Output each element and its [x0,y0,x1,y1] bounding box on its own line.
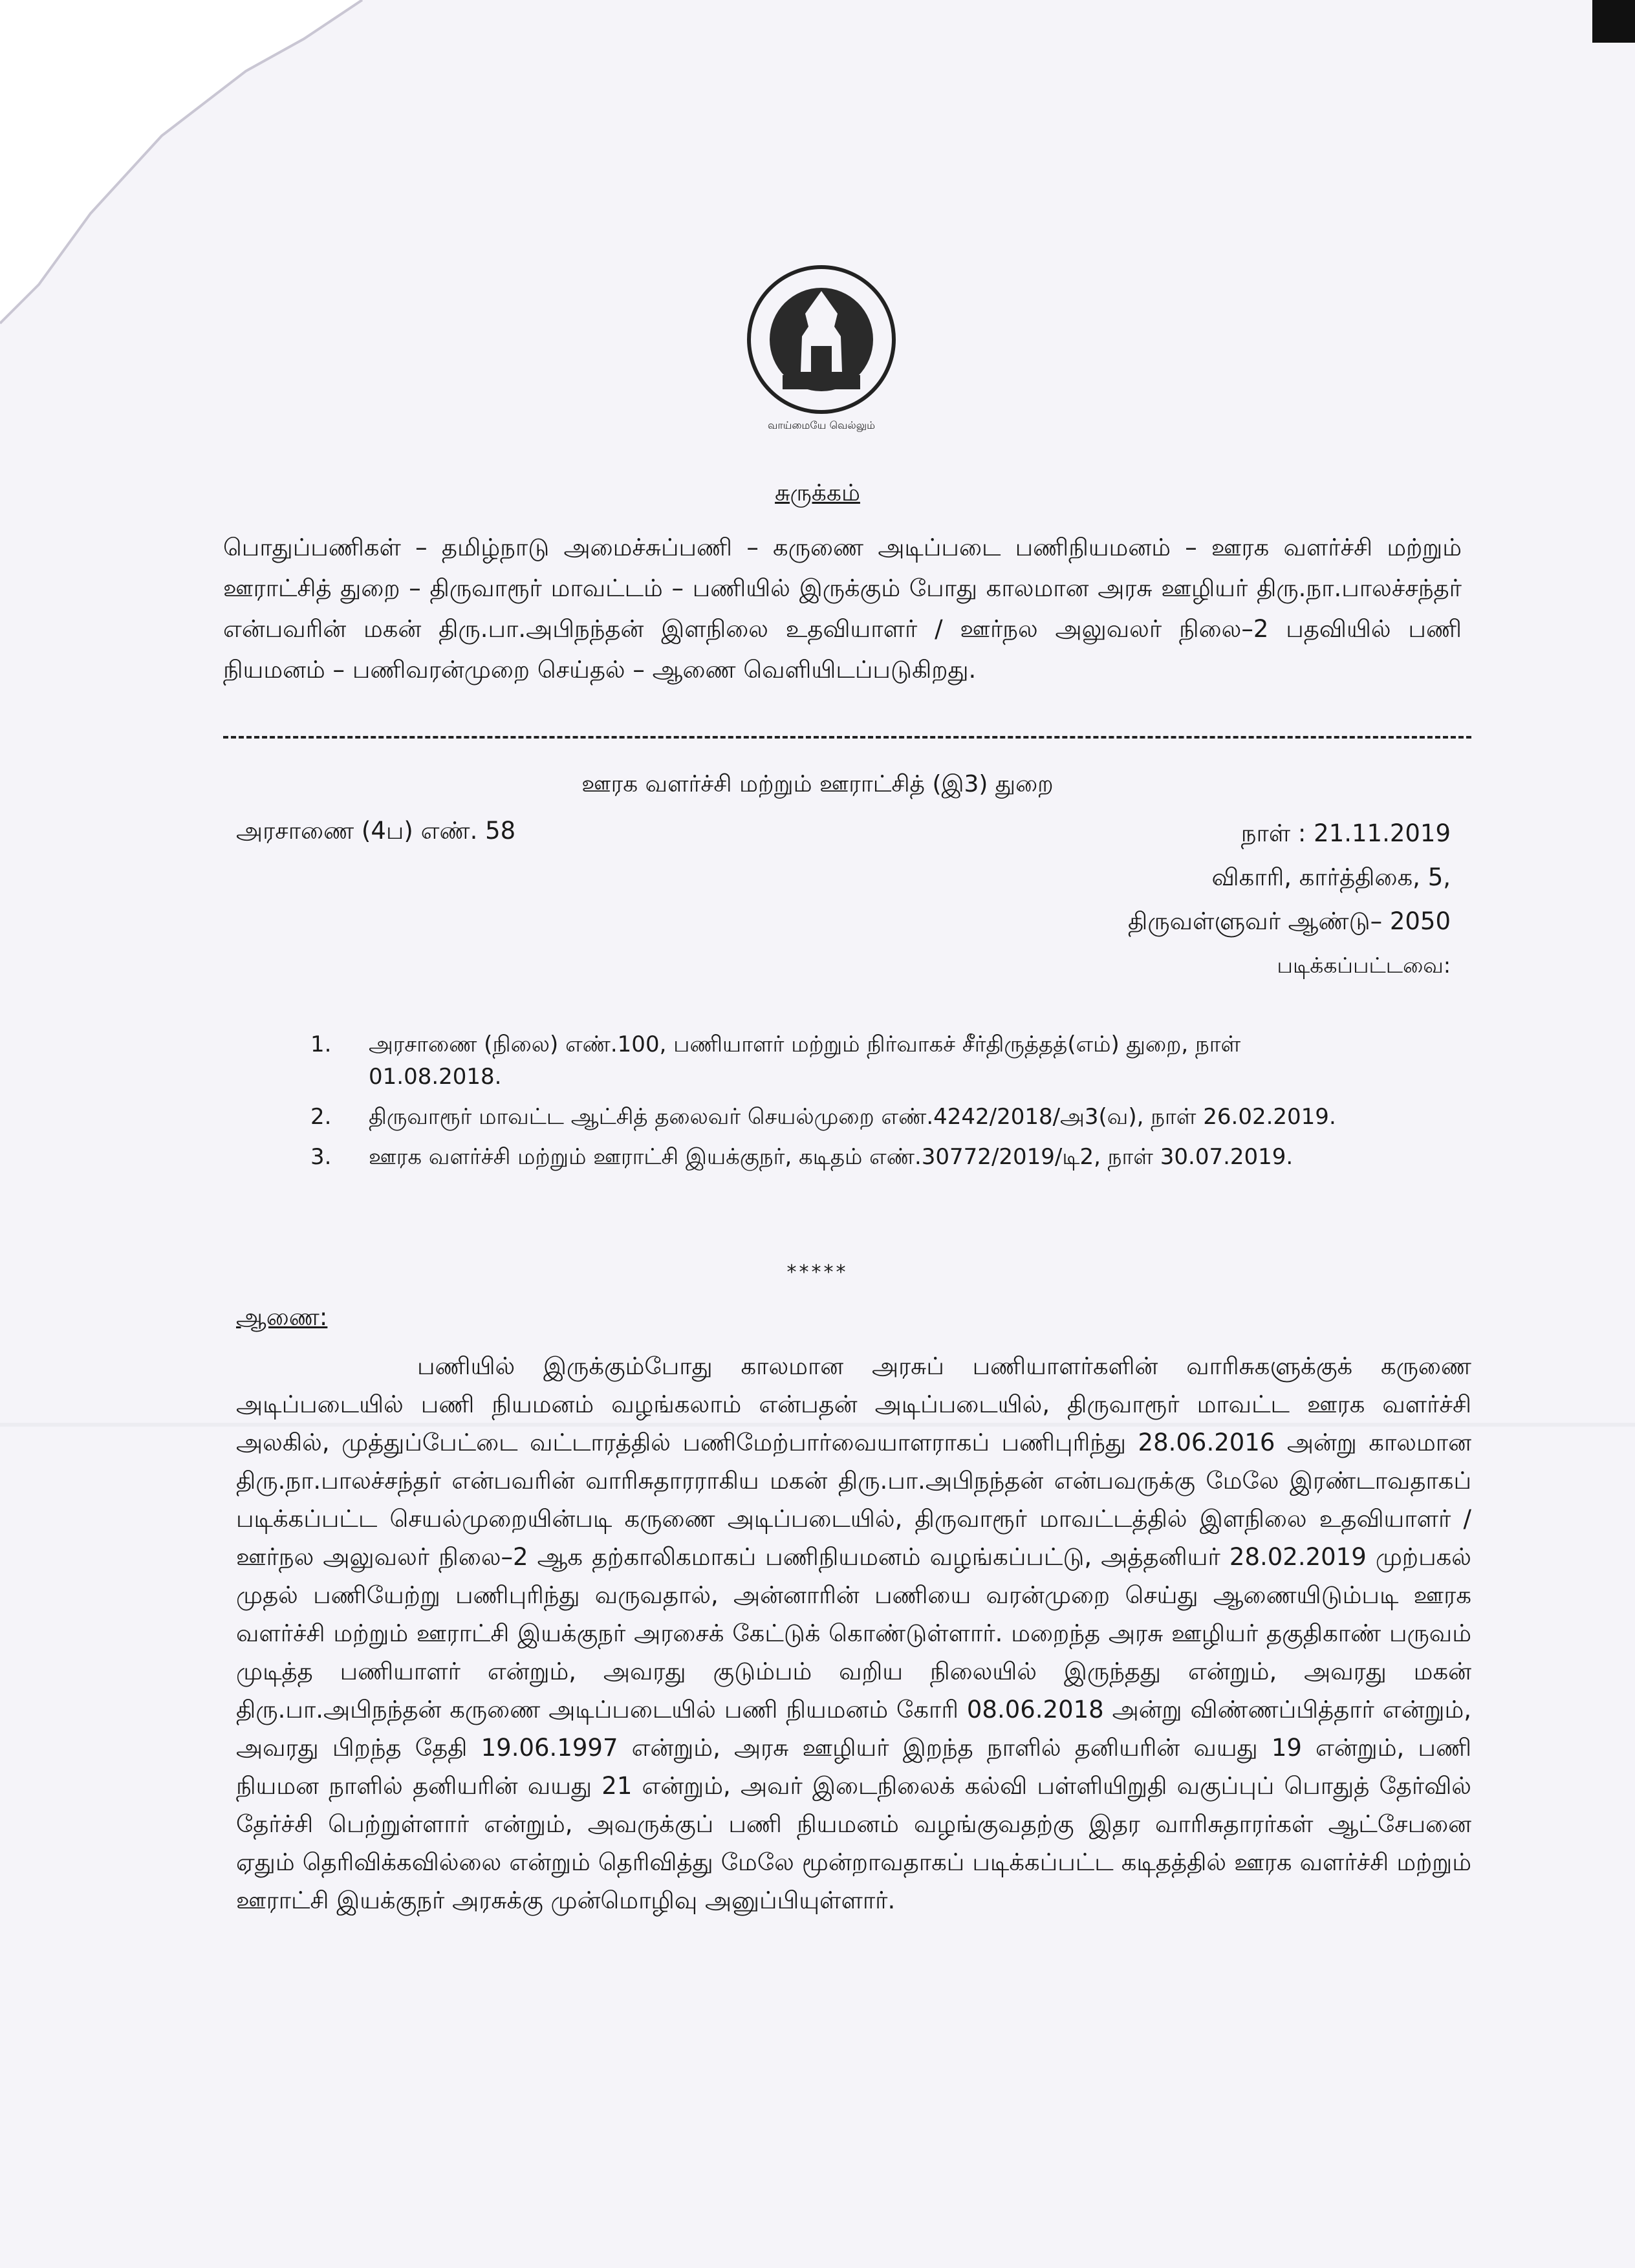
thiruvalluvar-year: திருவள்ளுவர் ஆண்டு– 2050 [1128,907,1451,935]
section-separator: ***** [786,1261,849,1284]
reference-text: திருவாரூர் மாவட்ட ஆட்சித் தலைவர் செயல்முறை எண்.4242/2018/அ3(வ), நாள் 26.02.2019. [369,1104,1336,1130]
emblem-motto: வாய்மையே வெல்லும் [768,419,875,431]
reference-text: அரசாணை (நிலை) எண்.100, பணியாளர் மற்றும் நிர்வாகச் சீர்திருத்தத்(எம்) துறை, நாள் 01.08.2018. [369,1031,1241,1090]
go-number: அரசாணை (4ப) எண். 58 [236,817,516,845]
order-heading: ஆணை: [236,1303,328,1331]
government-emblem [744,255,899,449]
list-item [310,1028,1371,1093]
date: நாள் : 21.11.2019 [1240,819,1451,847]
department-title: ஊரக வளர்ச்சி மற்றும் ஊராட்சித் (இ3) துறை [581,771,1054,797]
summary-text: பொதுப்பணிகள் – தமிழ்நாடு அமைச்சுப்பணி – கருணை அடிப்படை பணிநியமனம் – ஊரக வளர்ச்சி மற்றும் ஊராட்சித் துறை – திருவாரூர் மாவட்டம் – பணியில் இருக்கும் போது காலமான அரசு ஊழியர் திரு.நா.பாலச்சந்தர் என்பவரின் மகன் திரு.பா.அபிநந்தன் இளநிலை உதவியாளர் / ஊர்நல அலுவலர் நிலை–2 பதவியில் பணி நியமனம் – பணிவரன்முறை செய்தல் – ஆணை வெளியிடப்படுகிறது. [223,534,1462,684]
reference-number: 3. [310,1144,332,1170]
order-body: பணியில் இருக்கும்போது காலமான அரசுப் பணியாளர்களின் வாரிசுகளுக்குக் கருணை அடிப்படையில் பணி நியமனம் வழங்கலாம் என்பதன் அடிப்படையில், திருவாரூர் மாவட்ட ஊரக வளர்ச்சி அலகில், முத்துப்பேட்டை வட்டாரத்தில் பணிமேற்பார்வையாளராகப் பணிபுரிந்து 28.06.2016 அன்று காலமான திரு.நா.பாலச்சந்தர் என்பவரின் வாரிசுதாரராகிய மகன் திரு.பா.அபிநந்தன் என்பவருக்கு மேலே இரண்டாவதாகப் படிக்கப்பட்ட செயல்முறையின்படி கருணை அடிப்படையில், திருவாரூர் மாவட்டத்தில் இளநிலை உதவியாளர் / ஊர்நல அலுவலர் நிலை–2 ஆக தற்காலிகமாகப் பணிநியமனம் வழங்கப்பட்டு, அத்தனியர் 28.02.2019 முற்பகல் முதல் பணியேற்று பணிபுரிந்து வருவதால், அன்னாரின் பணியை வரன்முறை செய்து ஆணையிடும்படி ஊரக வளர்ச்சி மற்றும் ஊராட்சி இயக்குநர் அரசைக் கேட்டுக் கொண்டுள்ளார். மறைந்த அரசு ஊழியர் தகுதிகாண் பருவம் முடித்த பணியாளர் என்றும், அவரது குடும்பம் வறிய நிலையில் இருந்தது என்றும், அவரது மகன் திரு.பா.அபிநந்தன் கருணை அடிப்படையில் பணி நியமனம் கோரி 08.06.2018 அன்று விண்ணப்பித்தார் என்றும், அவரது பிறந்த தேதி 19.06.1997 என்றும், அரசு ஊழியர் இறந்த நாளில் தனியரின் வயது 19 என்றும், பணி நியமன நாளில் தனியரின் வயது 21 என்றும், அவர் இடைநிலைக் கல்வி பள்ளியிறுதி வகுப்புப் பொதுத் தேர்வில் தேர்ச்சி பெற்றுள்ளார் என்றும், அவருக்குப் பணி நியமனம் வழங்குவதற்கு இதர வாரிசுதாரர்கள் ஆட்சேபனை ஏதும் தெரிவிக்கவில்லை என்றும் தெரிவித்து மேலே மூன்றாவதாகப் படிக்கப்பட்ட கடிதத்தில் ஊரக வளர்ச்சி மற்றும் ஊராட்சி இயக்குநர் அரசுக்கு முன்மொழிவு அனுப்பியுள்ளார். [236,1352,1471,1914]
summary-heading: சுருக்கம் [775,480,860,506]
reference-number: 1. [310,1031,332,1057]
list-item [310,1141,1371,1173]
read-heading: படிக்கப்பட்டவை: [1277,953,1451,978]
tamil-date: விகாரி, கார்த்திகை, 5, [1211,863,1451,891]
list-item [310,1101,1371,1133]
reference-text: ஊரக வளர்ச்சி மற்றும் ஊராட்சி இயக்குநர், கடிதம் எண்.30772/2019/டி2, நாள் 30.07.2019. [369,1144,1294,1170]
reference-number: 2. [310,1104,332,1130]
date-block [1128,812,1451,944]
dashed-divider [223,736,1471,739]
reference-list [310,1028,1371,1181]
